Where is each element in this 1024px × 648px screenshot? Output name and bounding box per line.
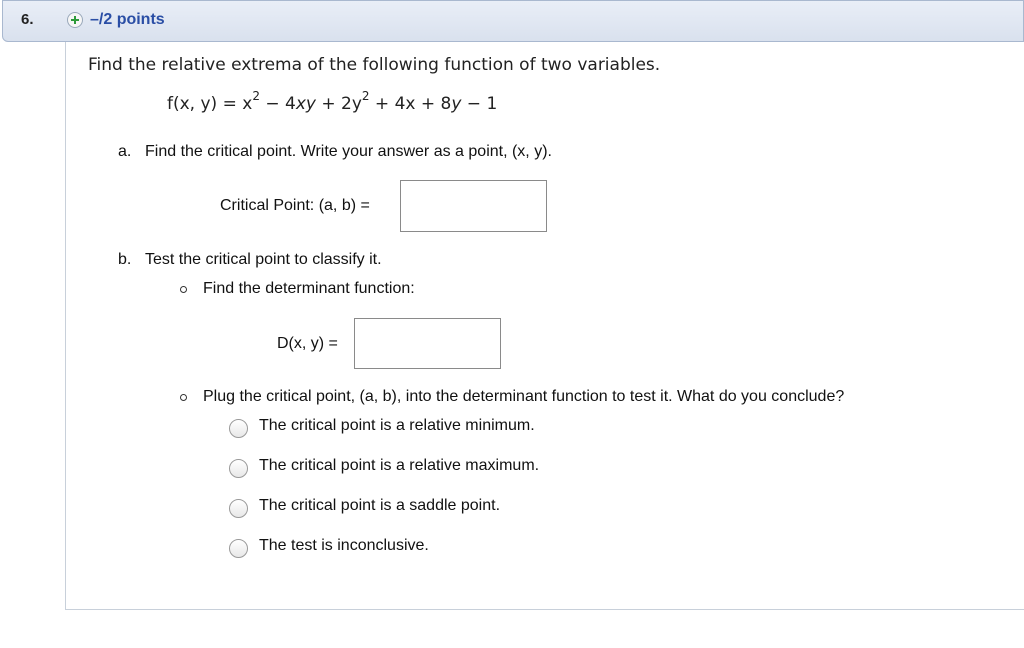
part-a-text: Find the critical point. Write your answer as a point, (x, y). xyxy=(145,143,552,160)
func-y2: y xyxy=(451,94,462,114)
option-inconclusive[interactable]: The test is inconclusive. xyxy=(259,537,429,554)
func-eq: = xyxy=(217,94,243,114)
func-x: x xyxy=(242,94,253,114)
radio-relative-maximum[interactable] xyxy=(229,459,248,478)
func-exp1: 2 xyxy=(252,89,260,104)
func-x2: x xyxy=(405,94,416,114)
radio-saddle-point[interactable] xyxy=(229,499,248,518)
func-mid2: + 2 xyxy=(315,94,352,114)
option-saddle-point[interactable]: The critical point is a saddle point. xyxy=(259,497,501,514)
func-mid1: − 4 xyxy=(259,94,296,114)
radio-inconclusive[interactable] xyxy=(229,539,248,558)
determinant-input[interactable] xyxy=(354,318,501,369)
determinant-instruction: Find the determinant function: xyxy=(203,280,415,297)
radio-relative-minimum[interactable] xyxy=(229,419,248,438)
func-xy: xy xyxy=(295,94,316,114)
question-panel xyxy=(65,42,1024,610)
part-a-label: a. xyxy=(118,143,132,160)
part-b-text: Test the critical point to classify it. xyxy=(145,251,382,268)
bullet-icon xyxy=(180,394,187,401)
func-y: y xyxy=(351,94,362,114)
func-mid4: + 8 xyxy=(415,94,452,114)
critical-point-label: Critical Point: (a, b) = xyxy=(220,197,370,214)
func-exp2: 2 xyxy=(361,89,370,104)
points-label: –/2 points xyxy=(90,11,165,28)
option-relative-minimum[interactable]: The critical point is a relative minimum. xyxy=(259,417,535,434)
bullet-icon xyxy=(180,286,187,293)
function-expression xyxy=(167,89,498,114)
func-end: − 1 xyxy=(461,94,498,114)
question-prompt: Find the relative extrema of the following function of two variables. xyxy=(88,55,661,75)
conclusion-instruction: Plug the critical point, (a, b), into the determinant function to test it. What do you conclude? xyxy=(203,388,845,405)
part-b-label: b. xyxy=(118,251,132,268)
critical-point-input[interactable] xyxy=(400,180,547,232)
func-mid3: + 4 xyxy=(369,94,406,114)
func-lhs: f(x, y) xyxy=(167,94,218,114)
determinant-label: D(x, y) = xyxy=(277,335,338,352)
question-number: 6. xyxy=(21,11,34,28)
expand-plus-icon[interactable] xyxy=(67,12,83,28)
option-relative-maximum[interactable]: The critical point is a relative maximum. xyxy=(259,457,540,474)
